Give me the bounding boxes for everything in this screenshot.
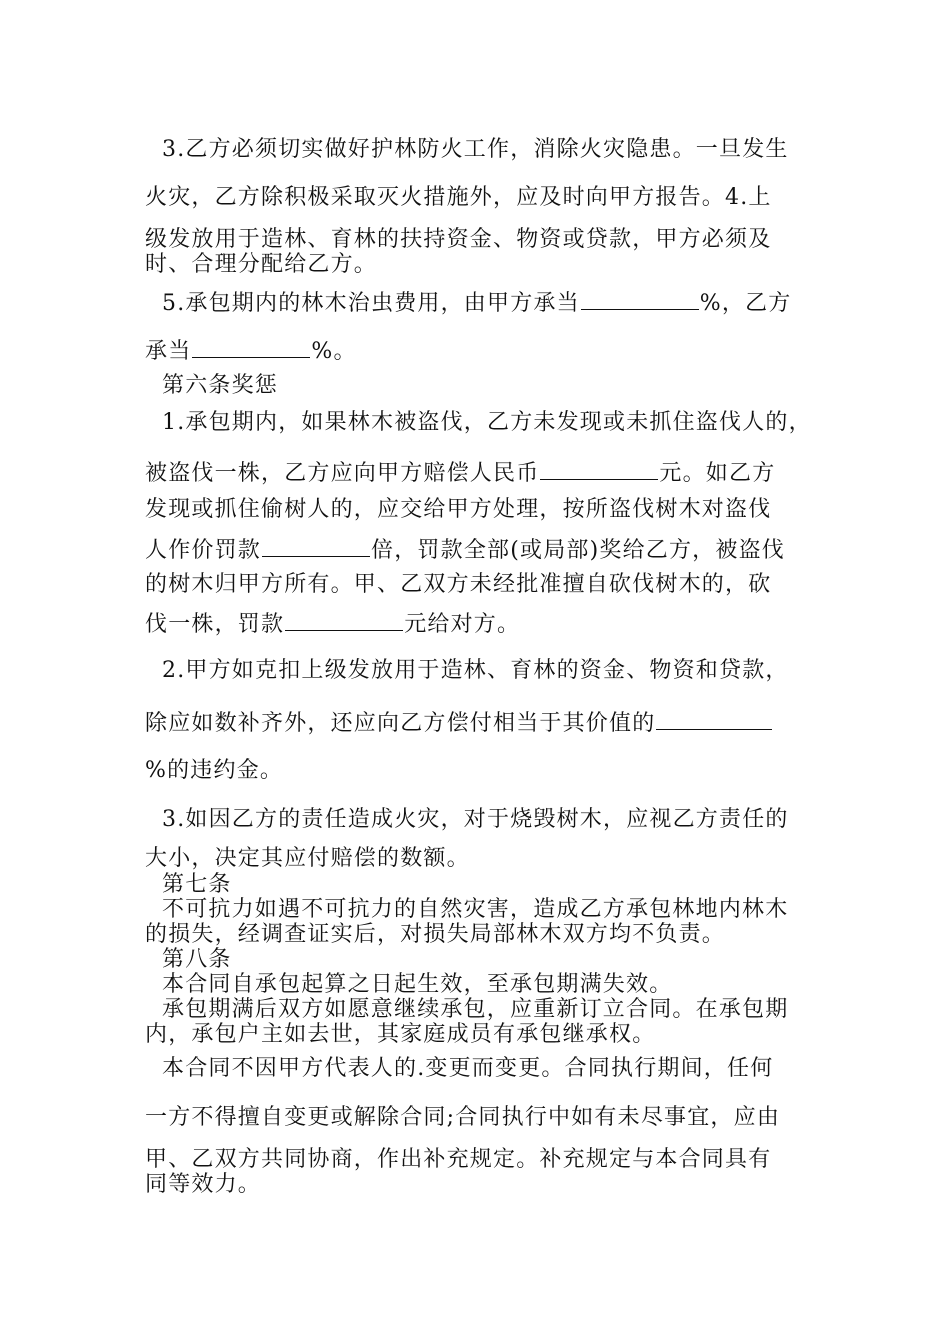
- text-line: 级发放用于造林、育林的扶持资金、物资或贷款，甲方必须及: [145, 227, 772, 252]
- text-line: 内，承包户主如去世，其家庭成员有承包继承权。: [145, 1022, 656, 1047]
- fill-in-blank[interactable]: [285, 608, 403, 631]
- section-heading: 第八条: [162, 947, 232, 972]
- fill-in-blank[interactable]: [540, 457, 658, 480]
- text-line: 3.乙方必须切实做好护林防火工作，消除火灾隐患。一旦发生: [162, 137, 789, 162]
- text-line: 2.甲方如克扣上级发放用于造林、育林的资金、物资和贷款，: [162, 658, 789, 683]
- text-segment: %，乙方: [699, 291, 792, 316]
- fill-in-blank[interactable]: [581, 287, 699, 310]
- text-line: 大小，决定其应付赔偿的数额。: [145, 846, 470, 871]
- text-line: 承包期满后双方如愿意继续承包，应重新订立合同。在承包期: [162, 997, 789, 1022]
- text-line: [145, 707, 815, 738]
- text-line: 的树木归甲方所有。甲、乙双方未经批准擅自砍伐树木的，砍: [145, 572, 772, 597]
- fill-in-blank[interactable]: [262, 534, 370, 557]
- text-line: 一方不得擅自变更或解除合同;合同执行中如有未尽事宜，应由: [145, 1105, 781, 1130]
- text-line: 同等效力。: [145, 1172, 262, 1197]
- text-line: 本合同自承包起算之日起生效，至承包期满失效。: [162, 972, 673, 997]
- text-segment: 倍，罚款全部(或局部)奖给乙方，被盗伐: [371, 538, 785, 563]
- text-segment: 人作价罚款: [145, 538, 262, 563]
- text-line: [145, 534, 815, 565]
- text-line: 1.承包期内，如果林木被盗伐，乙方未发现或未抓住盗伐人的，: [162, 410, 812, 435]
- text-line: 时、合理分配给乙方。: [145, 252, 378, 277]
- text-line: [145, 457, 815, 488]
- text-segment: 元。如乙方: [659, 461, 776, 486]
- section-heading: 第六条奖惩: [162, 373, 279, 398]
- text-line: [145, 335, 815, 366]
- text-segment: 除应如数补齐外，还应向乙方偿付相当于其价值的: [145, 711, 656, 736]
- text-segment: 伐一株，罚款: [145, 612, 285, 637]
- text-segment: 承当: [145, 339, 192, 364]
- text-segment: 元给对方。: [404, 612, 521, 637]
- text-line: [162, 287, 832, 318]
- text-line: 本合同不因甲方代表人的.变更而变更。合同执行期间，任何: [162, 1056, 774, 1081]
- text-line: %的违约金。: [145, 758, 284, 783]
- text-line: 不可抗力如遇不可抗力的自然灾害，造成乙方承包林地内林木: [162, 897, 789, 922]
- text-segment: %。: [311, 339, 357, 364]
- fill-in-blank[interactable]: [656, 707, 772, 730]
- fill-in-blank[interactable]: [192, 335, 310, 358]
- text-line: 发现或抓住偷树人的，应交给甲方处理，按所盗伐树木对盗伐: [145, 497, 772, 522]
- text-segment: 被盗伐一株，乙方应向甲方赔偿人民币: [145, 461, 540, 486]
- text-segment: 5.承包期内的林木治虫费用，由甲方承当: [162, 291, 580, 316]
- text-line: 甲、乙双方共同协商，作出补充规定。补充规定与本合同具有: [145, 1147, 772, 1172]
- section-heading: 第七条: [162, 872, 232, 897]
- text-line: 火灾，乙方除积极采取灭火措施外，应及时向甲方报告。4.上: [145, 185, 772, 210]
- text-line: [145, 608, 815, 639]
- text-line: 3.如因乙方的责任造成火灾，对于烧毁树木，应视乙方责任的: [162, 807, 789, 832]
- text-line: 的损失，经调查证实后，对损失局部林木双方均不负责。: [145, 922, 726, 947]
